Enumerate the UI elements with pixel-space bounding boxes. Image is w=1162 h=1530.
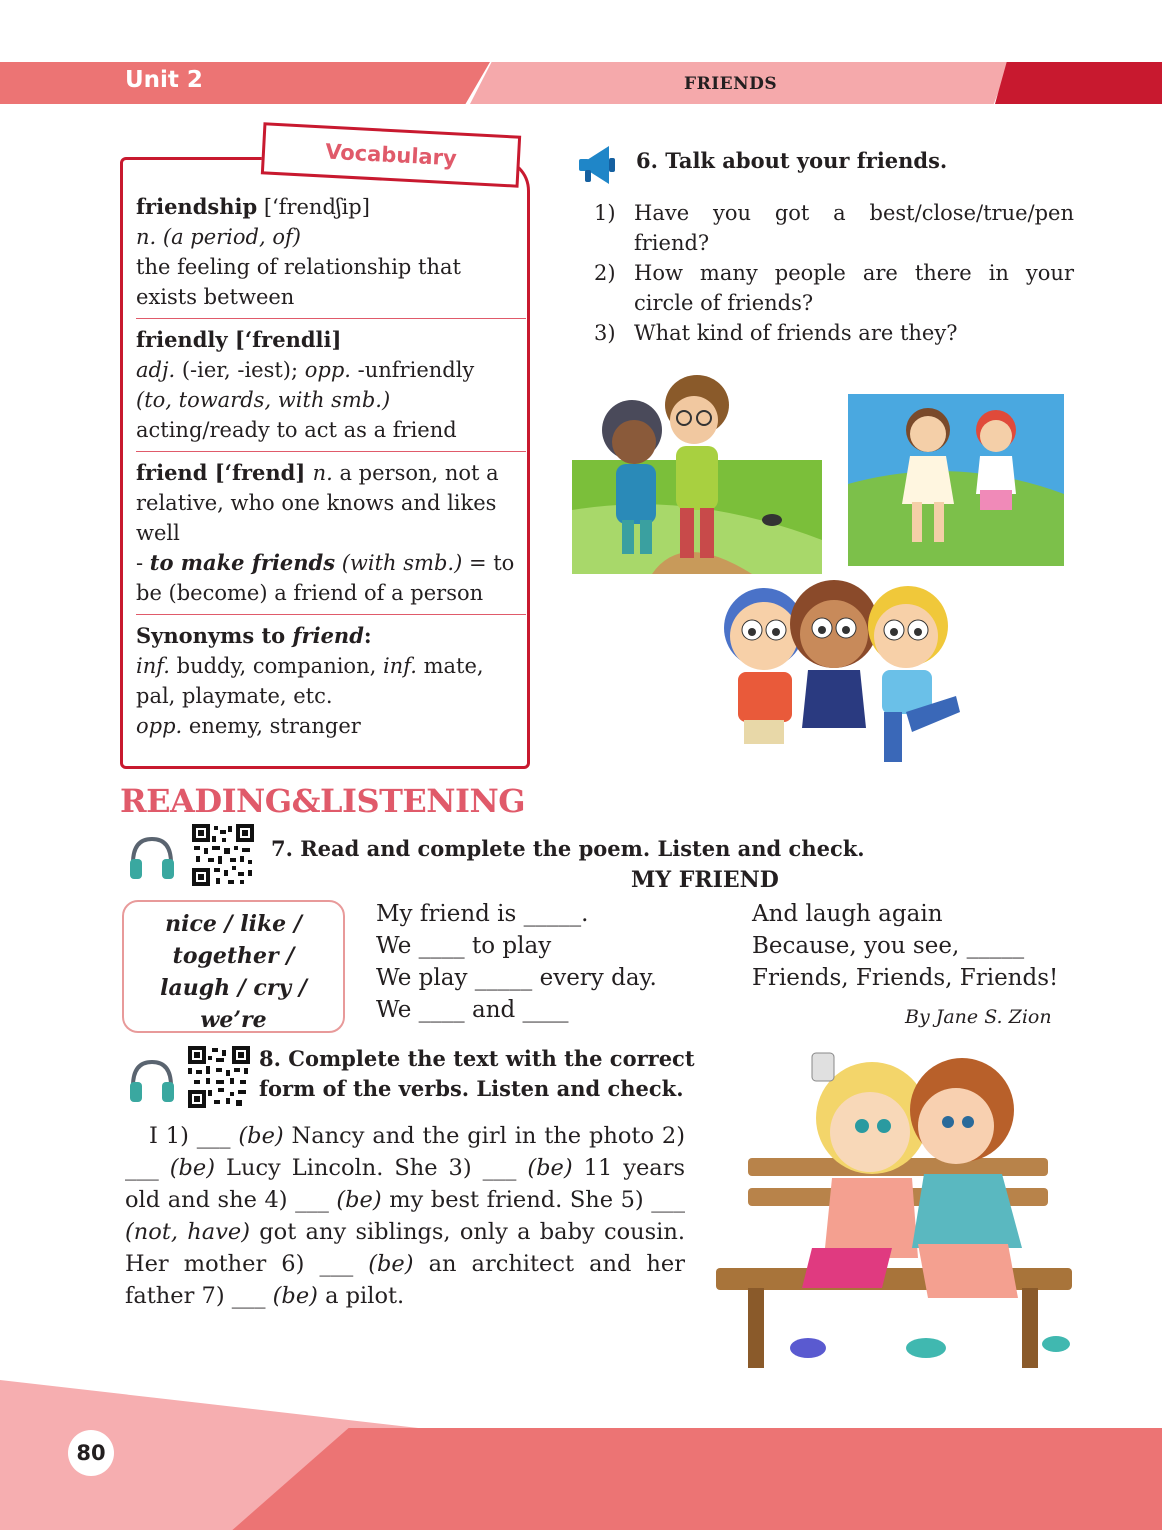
headphones-icon[interactable]: [127, 833, 177, 883]
vocab-pos: n.: [312, 461, 333, 485]
task7-title: 7. Read and complete the poem. Listen and check.: [271, 836, 865, 861]
synonyms-inf-label: inf.: [136, 654, 170, 678]
vocab-phrase-definition: = to be (become) a friend of a person: [136, 551, 515, 605]
task6-list: [594, 198, 1074, 348]
poem-line: Because, you see, _____: [752, 933, 1025, 959]
verb-hint: (be): [527, 1155, 573, 1181]
reading-listening-heading: READING&LISTENING: [120, 782, 526, 820]
word-box-line: we’re: [200, 1007, 267, 1033]
word-box-line: nice / like /: [165, 911, 302, 937]
list-item: [594, 258, 1074, 318]
verb-hint: (be): [368, 1251, 414, 1277]
list-text: What kind of friends are they?: [634, 321, 958, 345]
synonyms-colon: :: [363, 623, 372, 648]
synonyms-opp-list: enemy, stranger: [182, 714, 361, 738]
vocab-entry-friend: [136, 451, 526, 614]
vocab-transcription: [‘frendʃip]: [257, 195, 370, 219]
vocabulary-content: [136, 192, 526, 747]
list-item: [594, 198, 1074, 258]
vocab-transcription: [‘frendli]: [227, 327, 342, 352]
list-item: [594, 318, 1074, 348]
poem-author: By Jane S. Zion: [905, 1006, 1052, 1028]
poem-line: And laugh again: [752, 901, 943, 927]
vocab-definition: the feeling of relationship that exists between: [136, 255, 461, 309]
poem-line: We play _____ every day.: [376, 965, 657, 991]
vocab-word: friend: [136, 460, 208, 485]
word-box-line: laugh / cry /: [160, 975, 307, 1001]
vocab-forms: (-ier, -iest);: [175, 358, 305, 382]
text-segment: I 1) ___: [149, 1123, 239, 1149]
headphones-icon[interactable]: [127, 1056, 177, 1106]
illustration-girls-jumping: [848, 394, 1064, 566]
qr-code-icon[interactable]: [192, 824, 254, 886]
vocab-phrase-usage: (with smb.): [335, 551, 463, 575]
text-segment: got any siblings, only a baby cousin. Her mother 6) ___: [125, 1219, 685, 1277]
illustration-boys-walking: [572, 360, 822, 574]
text-segment: Lucy Lincoln. She 3) ___: [215, 1155, 528, 1181]
synonyms-inf-label: inf.: [382, 654, 417, 678]
vocab-word: friendship: [136, 194, 258, 219]
verb-hint: (be): [169, 1155, 216, 1181]
vocab-opp-word: -unfriendly: [350, 358, 475, 382]
header-band-left: [0, 62, 490, 104]
section-title: FRIENDS: [684, 74, 778, 94]
poem-line: We ____ to play: [376, 933, 552, 959]
page-number-badge: [68, 1430, 114, 1476]
list-number: 3): [594, 321, 616, 345]
verb-hint: (be): [336, 1187, 382, 1213]
text-segment: a pilot.: [317, 1283, 405, 1309]
verb-hint: (be): [238, 1123, 284, 1149]
synonyms-heading: Synonyms to: [136, 623, 293, 648]
synonyms-heading-word: friend: [292, 623, 364, 648]
vocab-entry-friendly: [136, 318, 526, 451]
list-number: 1): [594, 201, 616, 225]
word-box: [122, 900, 345, 1033]
text-segment: Nancy and the girl in the photo 2) ___: [125, 1123, 685, 1181]
text-segment: an architect and her father 7) ___: [125, 1251, 685, 1309]
task8-text: [125, 1120, 685, 1312]
text-segment: 11 years old and she 4) ___: [125, 1155, 686, 1213]
poem-line: We ____ and ____: [376, 997, 569, 1023]
vocab-phrase: to make friends: [149, 550, 336, 575]
header-band-right: [995, 62, 1162, 104]
vocab-definition: a person, not a relative, who one knows and likes well: [136, 461, 499, 545]
task8-title: 8. Complete the text with the correct form of the verbs. Listen and check.: [259, 1046, 695, 1101]
illustration-three-kids: [694, 578, 980, 774]
qr-code-icon[interactable]: [188, 1046, 250, 1108]
verb-hint: (not, have): [125, 1219, 250, 1245]
verb-hint: (be): [272, 1283, 318, 1309]
list-text: How many people are there in your circle of friends?: [634, 261, 1074, 315]
text-segment: my best friend. She 5) ___: [381, 1187, 685, 1213]
list-text: Have you got a best/close/true/pen friend?: [634, 201, 1074, 255]
list-number: 2): [594, 261, 616, 285]
vocab-grammar: n. (a period, of): [136, 225, 301, 249]
illustration-girls-selfie: [712, 1048, 1078, 1370]
word-box-line: together /: [172, 943, 295, 969]
poem-column-left: [376, 898, 657, 1026]
vocabulary-tag-label: Vocabulary: [324, 139, 458, 171]
vocab-usage: (to, towards, with smb.): [136, 388, 391, 412]
task6-title: 6. Talk about your friends.: [636, 148, 948, 173]
synonyms-list: buddy, companion,: [169, 654, 383, 678]
vocab-pos: adj.: [136, 358, 176, 382]
vocab-definition: acting/ready to act as a friend: [136, 418, 457, 442]
vocab-transcription: [‘frend]: [207, 460, 313, 485]
poem-column-right: [752, 898, 1058, 994]
synonyms-opp-label: opp.: [136, 714, 183, 738]
poem-line: Friends, Friends, Friends!: [752, 965, 1059, 991]
poem-line: My friend is _____.: [376, 901, 589, 927]
vocab-word: friendly: [136, 327, 228, 352]
megaphone-icon: [575, 140, 625, 190]
unit-title: Unit 2: [125, 67, 203, 93]
poem-title: MY FRIEND: [631, 867, 779, 893]
vocab-entry-synonyms: [136, 614, 526, 747]
vocab-entry-friendship: [136, 192, 526, 318]
synonyms-list: mate, pal, playmate, etc.: [136, 654, 484, 708]
vocab-opp-label: opp.: [304, 358, 351, 382]
vocab-dash: -: [136, 551, 150, 575]
page-number: 80: [76, 1441, 106, 1465]
